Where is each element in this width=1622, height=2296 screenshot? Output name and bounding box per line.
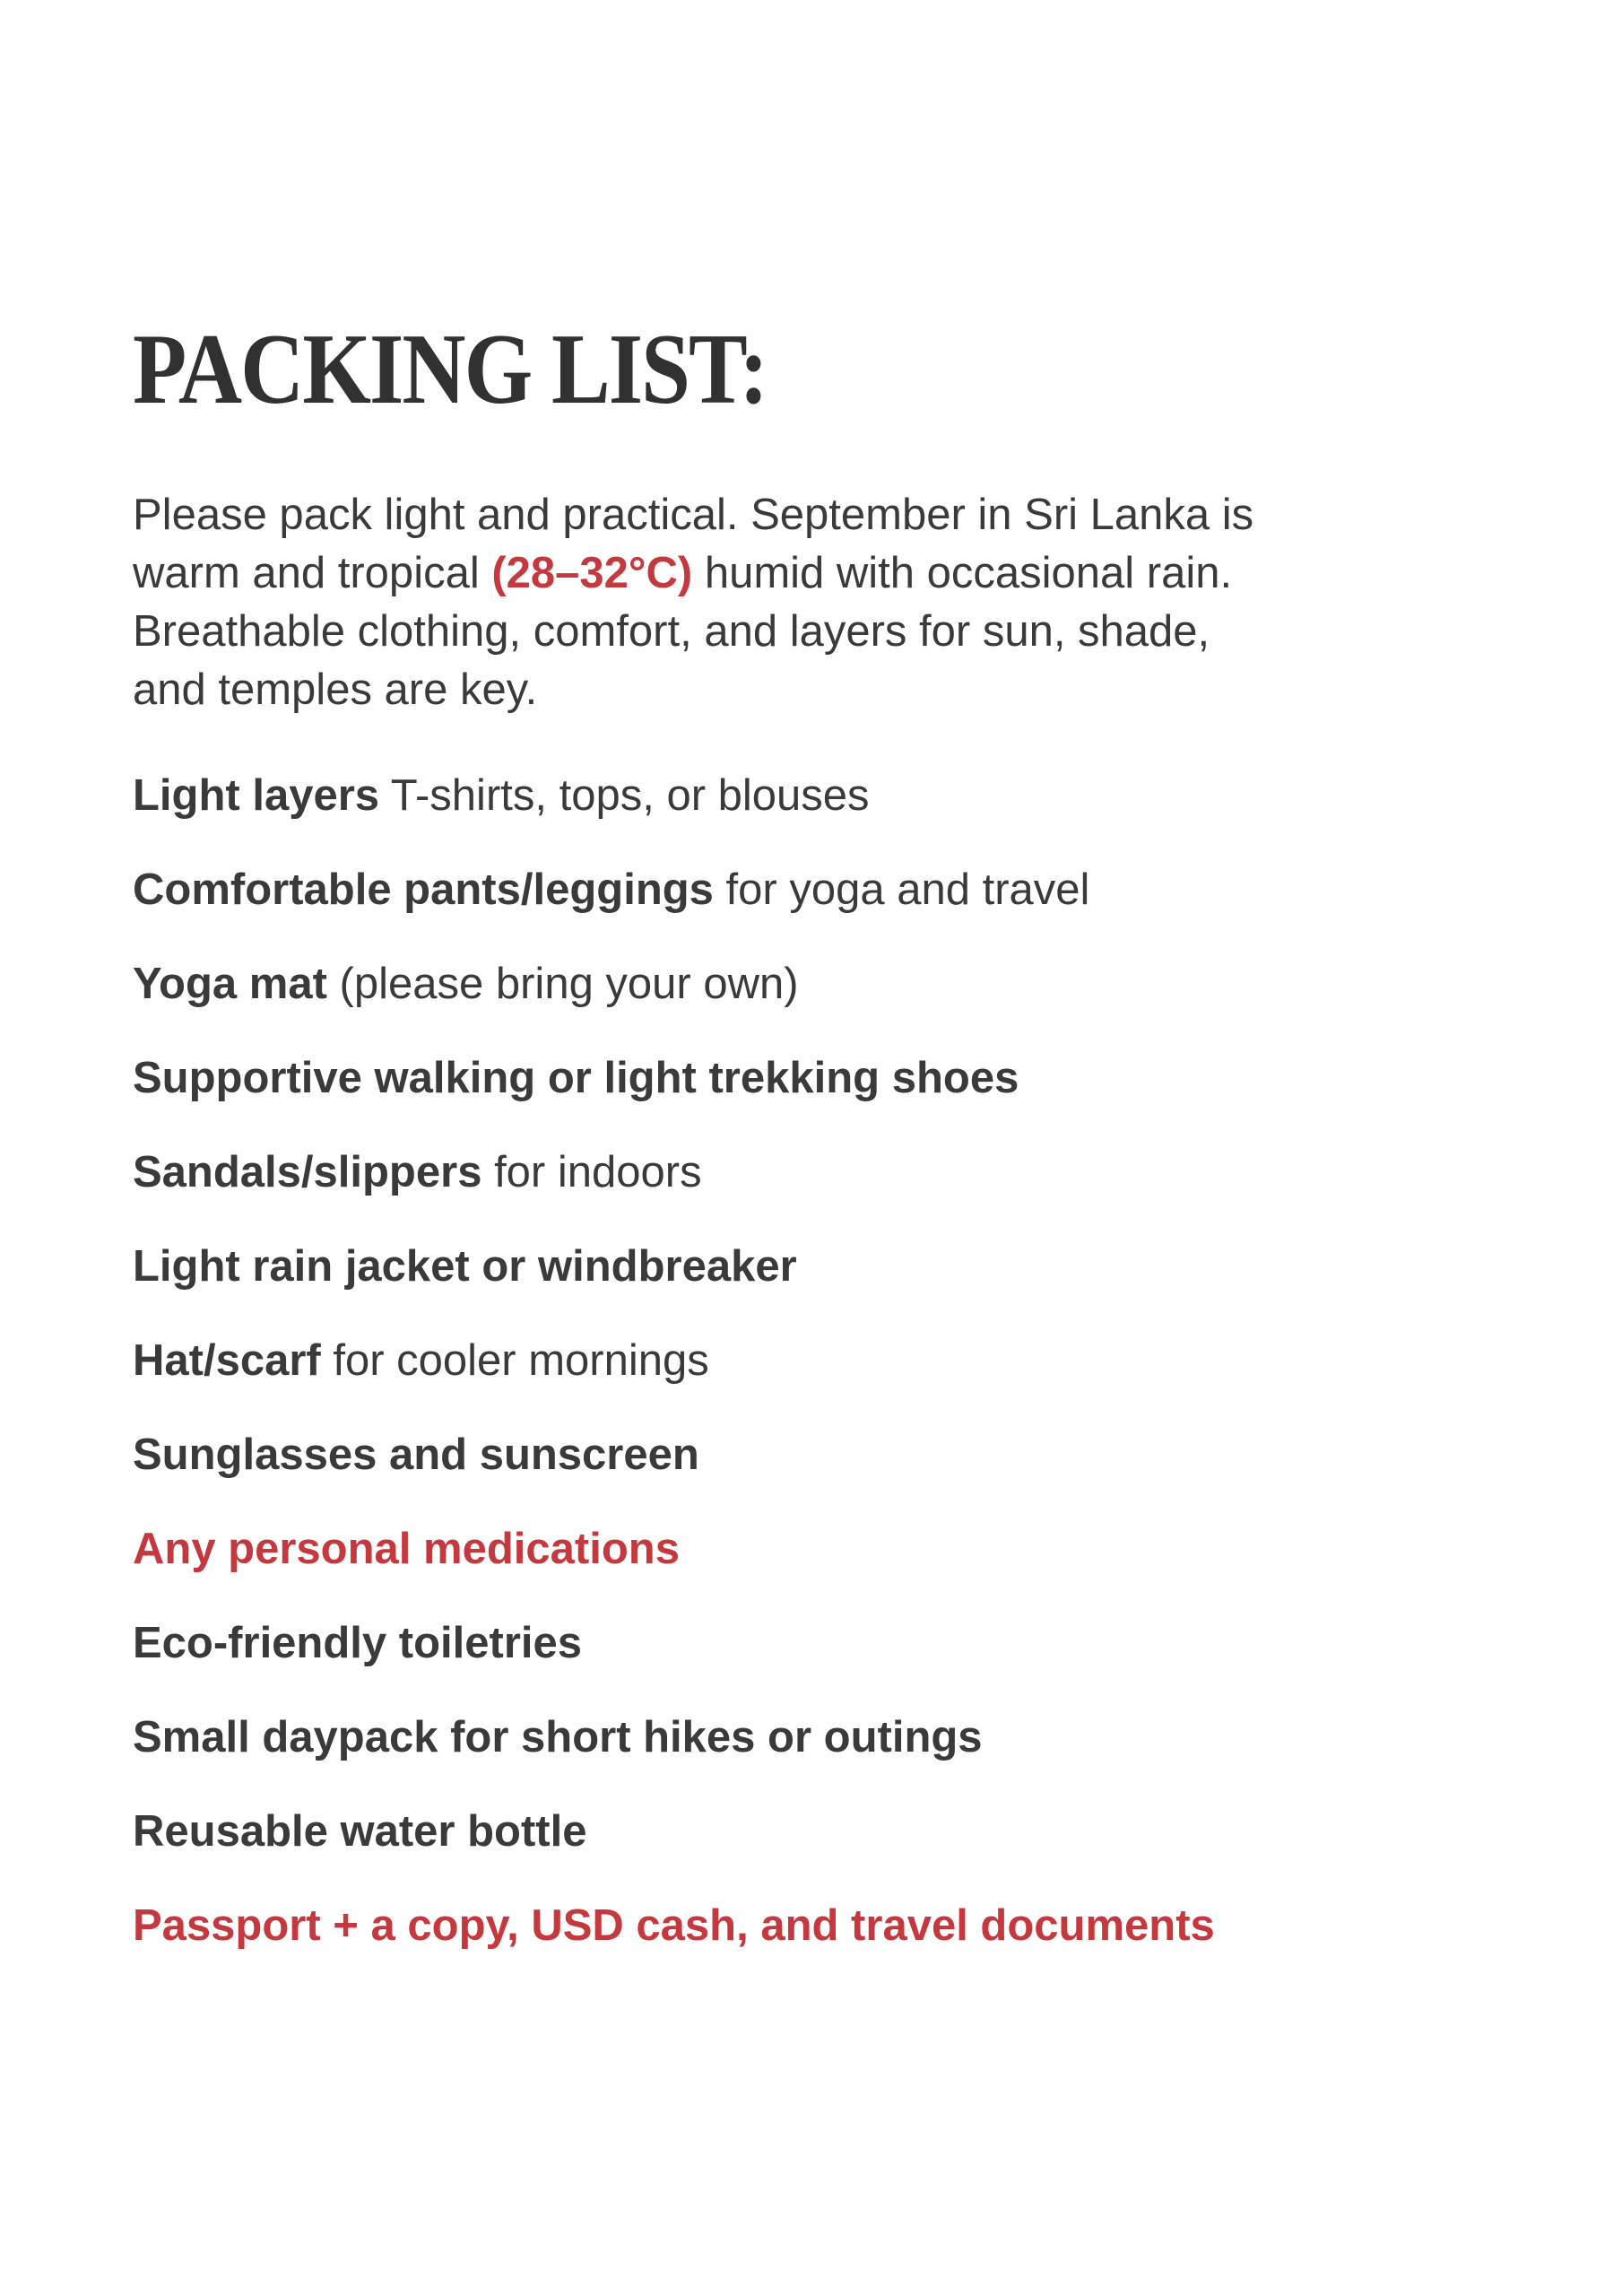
packing-list (133, 771, 1460, 1950)
intro-line (133, 661, 1460, 719)
list-item-description: for cooler mornings (320, 1336, 709, 1385)
intro-line (133, 544, 1460, 603)
list-item (133, 1433, 1460, 1477)
list-item-lead: Sunglasses and sunscreen (133, 1431, 699, 1479)
list-item (133, 1807, 1460, 1856)
list-item-lead: Eco-friendly toiletries (133, 1619, 583, 1667)
list-item-lead: Sandals/slippers (133, 1148, 482, 1196)
list-item-description: T-shirts, tops, or blouses (379, 771, 870, 820)
list-item-lead: Small daypack for short hikes or outings (133, 1713, 983, 1761)
list-item-lead: Passport + a copy, USD cash, and travel documents (133, 1901, 1215, 1950)
list-item-description: for indoors (481, 1148, 702, 1196)
list-item (133, 865, 1460, 914)
list-item (133, 1336, 1460, 1385)
list-item-lead: Hat/scarf (133, 1336, 321, 1385)
intro-text: Please pack light and practical. September in Sri Lanka is (133, 491, 1254, 539)
list-item-lead: Supportive walking or light trekking shoes (133, 1054, 1019, 1102)
intro-text: and temples are key. (133, 665, 538, 714)
list-item-lead: Light layers (133, 771, 380, 820)
intro-paragraph (133, 486, 1460, 719)
list-item-lead: Reusable water bottle (133, 1807, 587, 1856)
list-item (133, 1148, 1460, 1196)
intro-text: warm and tropical (133, 549, 492, 597)
intro-text: Breathable clothing, comfort, and layers for sun, shade, (133, 607, 1210, 656)
list-item-description: for yoga and travel (713, 865, 1090, 914)
list-item (133, 1527, 1460, 1571)
temperature-highlight: (28–32°C) (491, 549, 693, 597)
intro-line (133, 603, 1460, 661)
list-item (133, 962, 1460, 1006)
page-title: PACKING LIST: (133, 314, 768, 425)
list-item (133, 1242, 1460, 1291)
list-item-description: (please bring your own) (326, 960, 799, 1008)
intro-line (133, 486, 1460, 544)
list-item (133, 1054, 1460, 1102)
list-item-lead: Light rain jacket or windbreaker (133, 1242, 797, 1291)
list-item-lead: Comfortable pants/leggings (133, 865, 714, 914)
list-item (133, 1619, 1460, 1667)
intro-text: humid with occasional rain. (692, 549, 1233, 597)
list-item (133, 1713, 1460, 1761)
list-item-lead: Any personal medications (133, 1525, 680, 1573)
list-item (133, 1901, 1460, 1950)
list-item-lead: Yoga mat (133, 960, 327, 1008)
document-content (133, 314, 1460, 1998)
list-item (133, 771, 1460, 820)
